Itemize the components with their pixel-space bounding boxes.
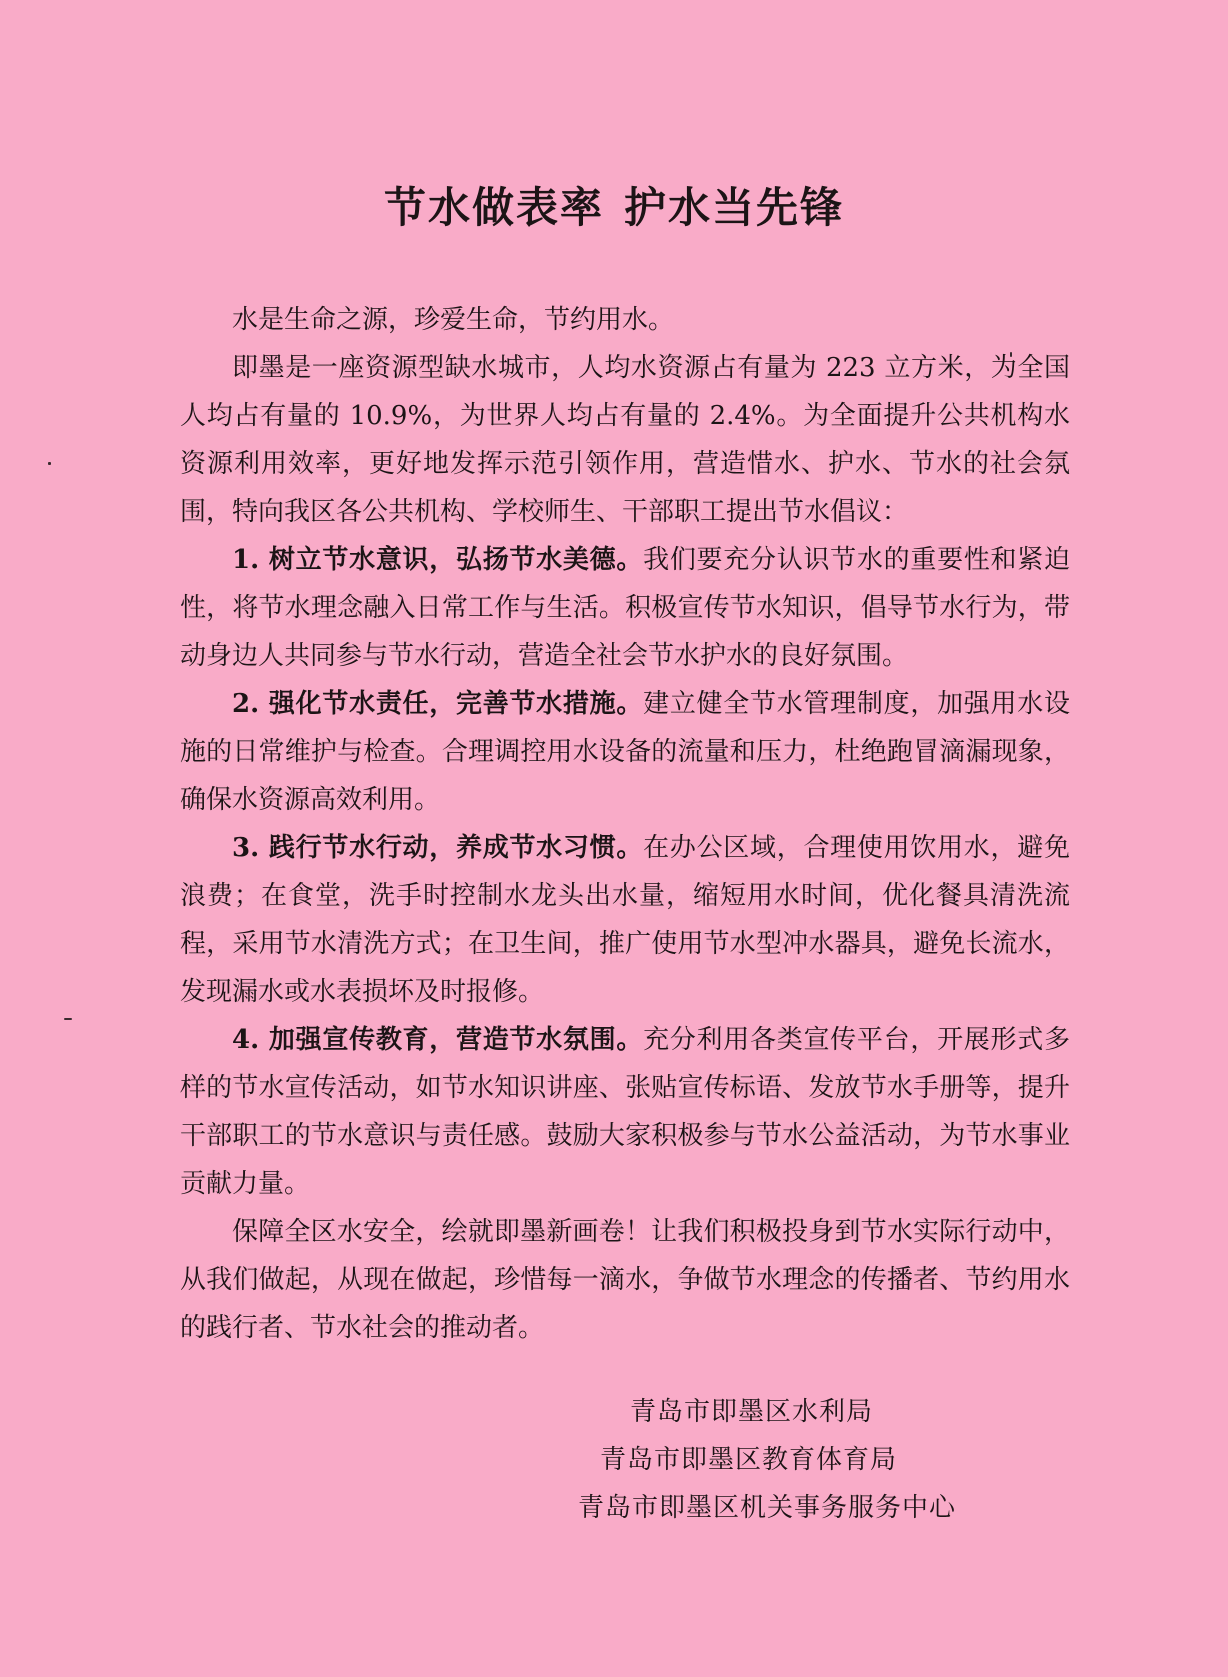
document-title: [0, 178, 1228, 238]
initiative-item-1-heading: 1. 树立节水意识，弘扬节水美德。: [232, 545, 644, 575]
initiative-item-2-text: 建立健全节水管理制度，加强用水设施的日常维护与检查。合理调控用水设备的流量和压力，杜绝跑冒滴漏现象，确保水资源高效利用。: [180, 689, 1070, 815]
title-part-2: 护水当先锋: [624, 183, 845, 232]
paragraph-intro: 水是生命之源，珍爱生命，节约用水。: [232, 305, 675, 335]
title-part-1: 节水做表率: [383, 183, 604, 232]
signature-water-bureau: 青岛市即墨区水利局: [630, 1397, 874, 1427]
initiative-item-2-heading: 2. 强化节水责任，完善节水措施。: [232, 689, 644, 719]
signature-affairs-center: 青岛市即墨区机关事务服务中心: [578, 1493, 957, 1523]
paragraph-closing: 保障全区水安全，绘就即墨新画卷！让我们积极投身到节水实际行动中，从我们做起，从现在做起，珍惜每一滴水，争做节水理念的传播者、节约用水的践行者、节水社会的推动者。: [180, 1217, 1070, 1343]
initiative-item-1: [180, 536, 1070, 680]
initiative-item-3: [180, 824, 1070, 1016]
scan-speck: [64, 1018, 72, 1020]
document-body: [180, 296, 1070, 1352]
paragraph-background: 即墨是一座资源型缺水城市，人均水资源占有量为 223 立方米，为全国人均占有量的 10.9%，为世界人均占有量的 2.4%。为全面提升公共机构水资源利用效率，更好地发挥示范引领作用，营造惜水、护水、节水的社会氛围，特向我区各公共机构、学校师生、干部职工提出节水倡议：: [180, 353, 1070, 527]
initiative-item-4-heading: 4. 加强宣传教育，营造节水氛围。: [232, 1025, 644, 1055]
initiative-item-4-text: 充分利用各类宣传平台，开展形式多样的节水宣传活动，如节水知识讲座、张贴宣传标语、发放节水手册等，提升干部职工的节水意识与责任感。鼓励大家积极参与节水公益活动，为节水事业贡献力量。: [180, 1025, 1070, 1199]
scan-speck: [48, 462, 51, 465]
initiative-item-4: [180, 1016, 1070, 1208]
initiative-item-3-text: 在办公区域，合理使用饮用水，避免浪费；在食堂，洗手时控制水龙头出水量，缩短用水时间，优化餐具清洗流程，采用节水清洗方式；在卫生间，推广使用节水型冲水器具，避免长流水，发现漏水或水表损坏及时报修。: [180, 833, 1070, 1007]
initiative-item-3-heading: 3. 践行节水行动，养成节水习惯。: [232, 833, 644, 863]
signature-education-bureau: 青岛市即墨区教育体育局: [600, 1445, 898, 1475]
initiative-item-1-text: 我们要充分认识节水的重要性和紧迫性，将节水理念融入日常工作与生活。积极宣传节水知识，倡导节水行为，带动身边人共同参与节水行动，营造全社会节水护水的良好氛围。: [180, 545, 1070, 671]
initiative-item-2: [180, 680, 1070, 824]
